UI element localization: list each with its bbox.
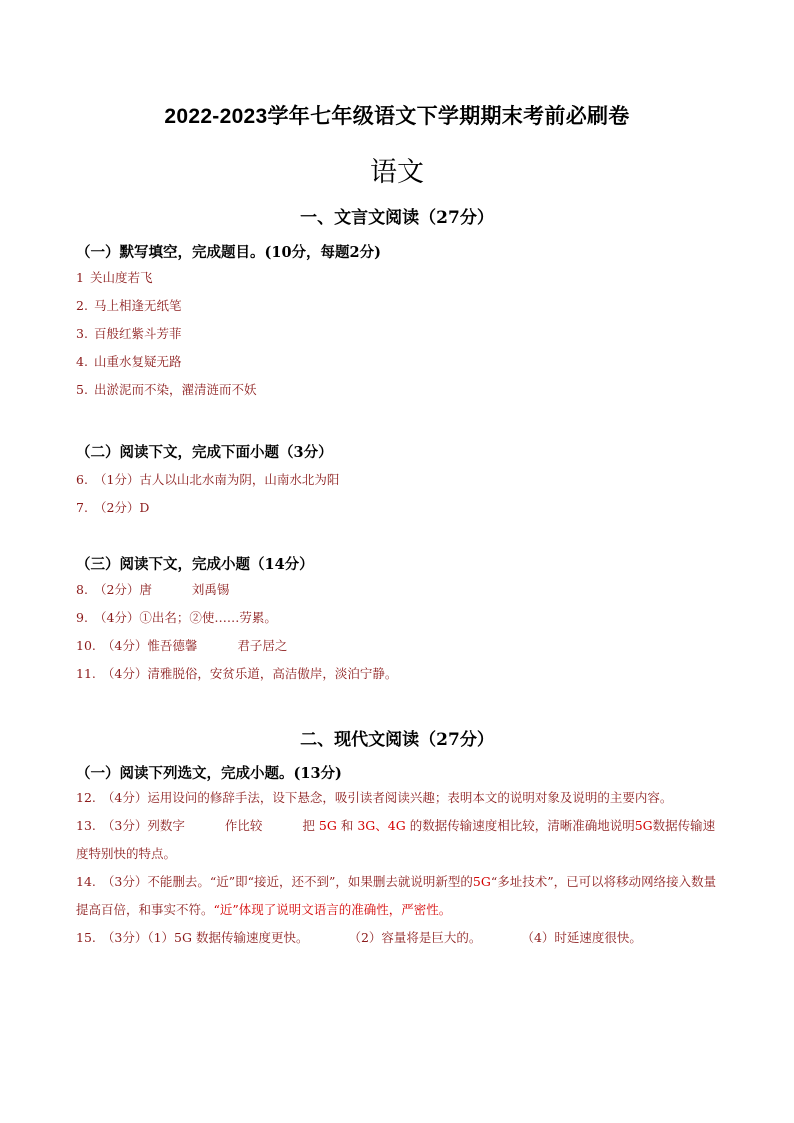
answer-item: 7. （2分）D: [76, 500, 150, 515]
answer-item: 13. （3分）列数字 作比较 把 5G 和 3G、4G 的数据传输速度相比较，清晰准确地说明5G数据传输速度特别快的特点。: [76, 818, 716, 861]
answer-item: 9. （4分）①出名；②使……劳累。: [76, 610, 277, 625]
answer-item: 6. （1分）古人以山北水南为阴，山南水北为阳: [76, 472, 340, 487]
part-heading: （二）阅读下文，完成下面小题（3分）: [76, 444, 333, 461]
answer-item: 3. 百般红紫斗芳菲: [76, 326, 182, 341]
answer-item: 10. （4分）惟吾德馨 君子居之: [76, 638, 288, 653]
answer-item: 14. （3分）不能删去。“近”即“接近，还不到”，如果删去就说明新型的5G“多址技术”，已可以将移动网络接入数量提高百倍，和事实不符。“近”体现了说明文语言的准确性，严密性。: [76, 874, 717, 917]
answer-list: [76, 264, 726, 404]
document-title: 2022-2023学年七年级语文下学期期末考前必刷卷: [164, 105, 630, 128]
subject-heading: 语文: [370, 157, 424, 188]
answer-item: 15. （3分）（1）5G 数据传输速度更快。 （2）容量将是巨大的。 （4）时延速度很快。: [76, 930, 642, 945]
part-heading: （一）阅读下列选文，完成小题。(13分): [76, 765, 342, 782]
answer-list: [76, 576, 726, 688]
section-heading-classical: 一、文言文阅读（27分）: [300, 208, 494, 228]
part-heading: （三）阅读下文，完成小题（14分）: [76, 556, 314, 573]
answer-item: 5. 出淤泥而不染，濯清涟而不妖: [76, 382, 257, 397]
answer-item: 4. 山重水复疑无路: [76, 354, 182, 369]
section-heading-modern: 二、现代文阅读（27分）: [300, 730, 494, 750]
part-heading: （一）默写填空，完成题目。(10分，每题2分): [76, 244, 381, 261]
answer-list: [76, 784, 726, 952]
answer-item: 12. （4分）运用设问的修辞手法，设下悬念，吸引读者阅读兴趣；表明本文的说明对象及说明的主要内容。: [76, 790, 673, 805]
answer-item: 2. 马上相逢无纸笔: [76, 298, 182, 313]
answer-item: 11. （4分）清雅脱俗，安贫乐道，高洁傲岸，淡泊宁静。: [76, 666, 398, 681]
answer-item: 1 关山度若飞: [76, 270, 153, 285]
answer-item: 8. （2分）唐 刘禹锡: [76, 582, 230, 597]
answer-list: [76, 466, 726, 522]
